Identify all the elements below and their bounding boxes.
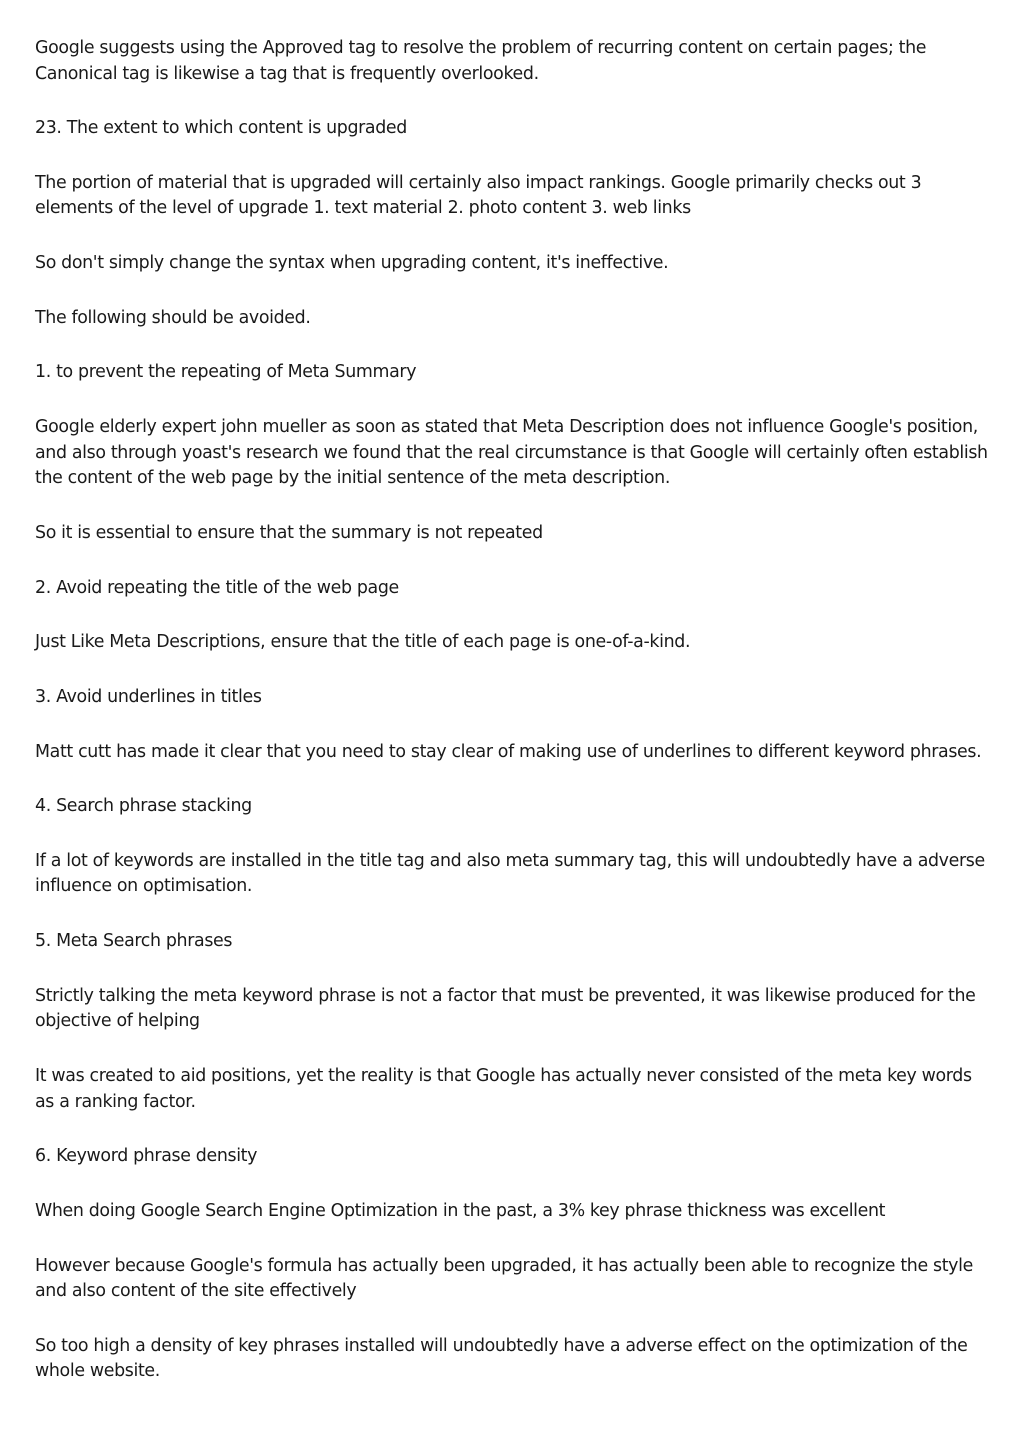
paragraph-syntax-change: So don't simply change the syntax when upgrading content, it's ineffective.: [35, 253, 669, 274]
paragraph-matt-cutt: Matt cutt has made it clear that you need to stay clear of making use of underlines to different keyword phrases.: [35, 741, 982, 762]
paragraph-formula-upgraded: However because Google's formula has actually been upgraded, it has actually been able to recognize the style and also content of the site effectively: [35, 1255, 973, 1302]
heading-meta-summary: 1. to prevent the repeating of Meta Summary: [35, 362, 417, 383]
paragraph-summary-not-repeated: So it is essential to ensure that the summary is not repeated: [35, 522, 543, 543]
heading-content-upgraded: 23. The extent to which content is upgraded: [35, 118, 407, 139]
heading-avoid-underlines: 3. Avoid underlines in titles: [35, 686, 262, 707]
paragraph-canonical-tag: Google suggests using the Approved tag to resolve the problem of recurring content on certain pages; the Canonical tag is likewise a tag that is frequently overlooked.: [35, 38, 927, 84]
paragraph-keyword-stacking: If a lot of keywords are installed in the title tag and also meta summary tag, this will undoubtedly have a adverse influence on optimisation.: [35, 850, 985, 897]
paragraph-meta-description: Google elderly expert john mueller as soon as stated that Meta Description does not influence Google's position, and also through yoast's research we found that the real circumstance is that Google will certainly often establish the content of the web page by the initial sentence of the meta description.: [35, 417, 988, 489]
paragraph-avoid-intro: The following should be avoided.: [35, 307, 311, 328]
heading-keyword-density: 6. Keyword phrase density: [35, 1146, 258, 1167]
heading-phrase-stacking: 4. Search phrase stacking: [35, 796, 252, 817]
document-body: [35, 36, 990, 1414]
paragraph-density-effect: So too high a density of key phrases installed will undoubtedly have a adverse effect on the optimization of the whole website.: [35, 1335, 968, 1382]
paragraph-meta-keyword: Strictly talking the meta keyword phrase is not a factor that must be prevented, it was likewise produced for the objective of helping: [35, 985, 976, 1032]
paragraph-unique-title: Just Like Meta Descriptions, ensure that the title of each page is one-of-a-kind.: [35, 632, 691, 653]
paragraph-ranking-factor: It was created to aid positions, yet the reality is that Google has actually never consisted of the meta key words as a ranking factor.: [35, 1066, 972, 1112]
heading-avoid-repeating-title: 2. Avoid repeating the title of the web page: [35, 577, 399, 598]
paragraph-upgrade-elements: The portion of material that is upgraded will certainly also impact rankings. Google primarily checks out 3 elements of the level of upgrade 1. text material 2. photo content 3. web links: [35, 172, 922, 219]
heading-meta-search-phrases: 5. Meta Search phrases: [35, 931, 233, 952]
paragraph-density-past: When doing Google Search Engine Optimization in the past, a 3% key phrase thickness was excellent: [35, 1200, 886, 1221]
